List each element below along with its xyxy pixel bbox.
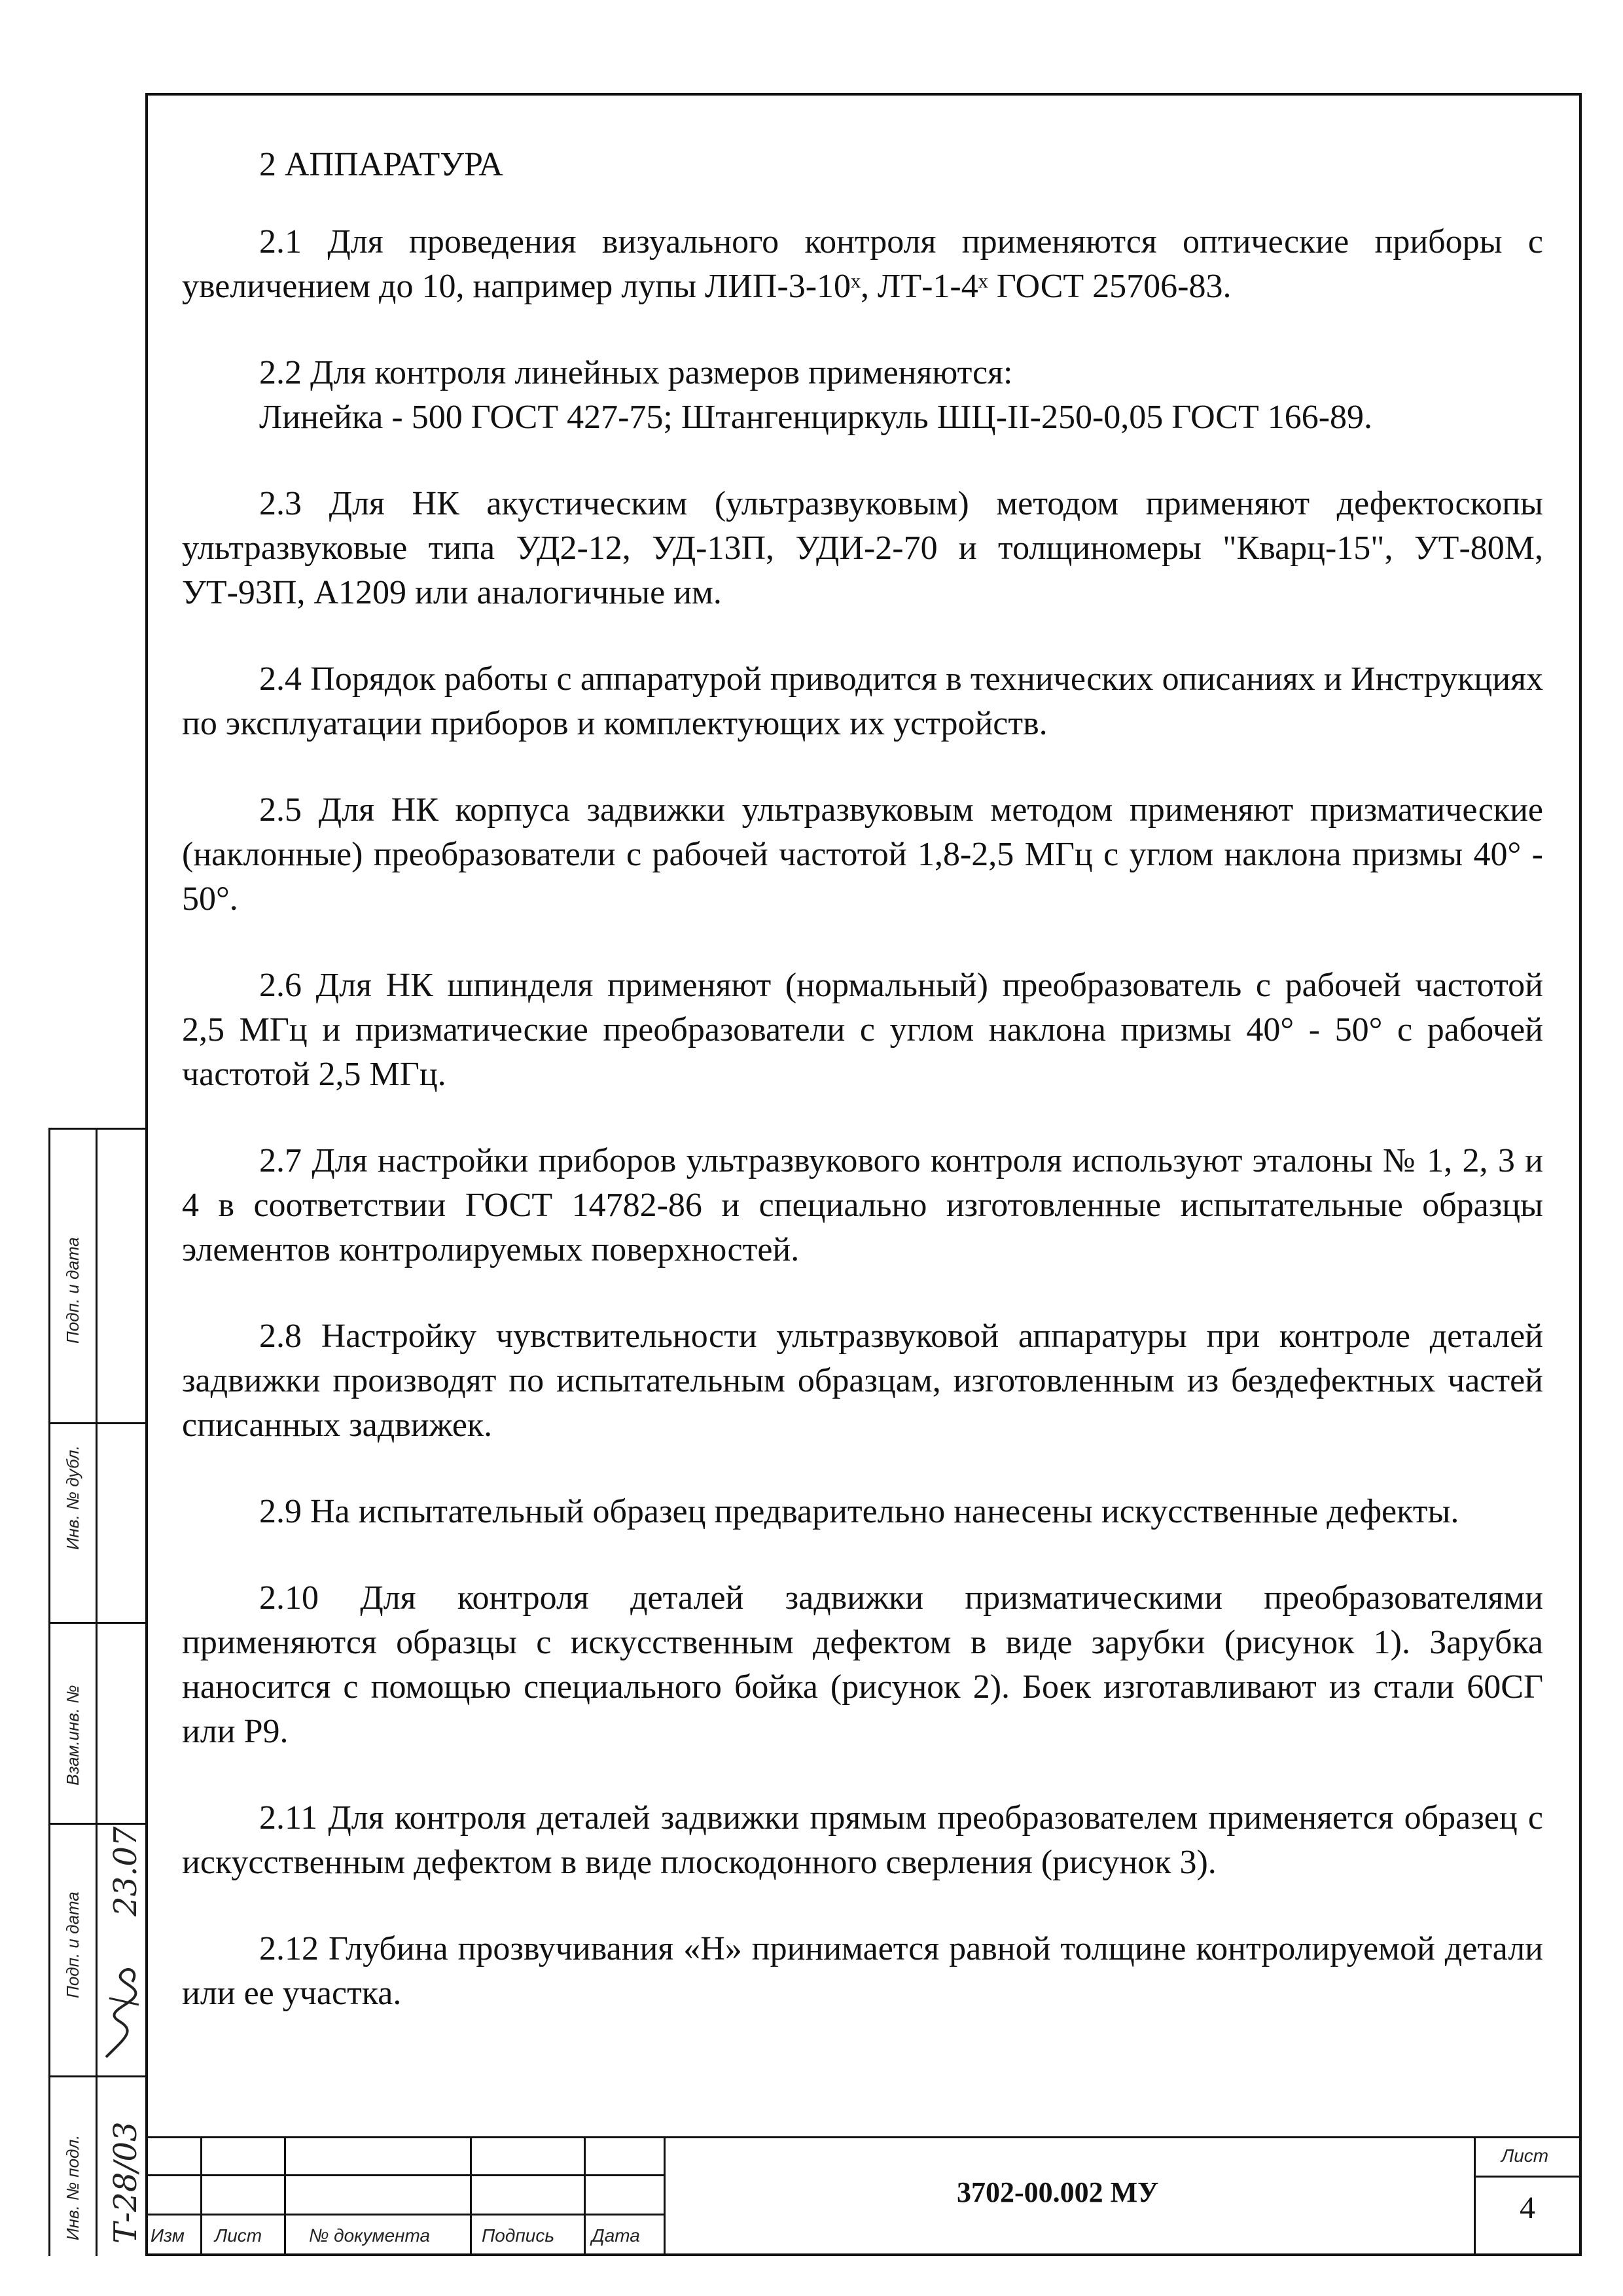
paragraph-2-8-text: 2.8 Настройку чувствительности ультразвуковой аппаратуры при контроле деталей задвижки производят по испытательным образцам, изготовленным из бездефектных частей списанных задвижек. <box>182 1318 1543 1444</box>
side-stamp <box>48 1128 147 2256</box>
document-code: 3702-00.002 МУ <box>957 2176 1159 2208</box>
paragraph-2-9 <box>182 1490 1543 1534</box>
tb-row-line-2 <box>145 2214 664 2215</box>
paragraph-2-4 <box>182 657 1543 746</box>
paragraph-2-4-text: 2.4 Порядок работы с аппаратурой приводится в технических описаниях и Инструкциях по эксплуатации приборов и комплектующих их устройств. <box>182 660 1543 742</box>
side-stamp-divider-1 <box>48 1422 147 1424</box>
paragraph-2-5-text: 2.5 Для НК корпуса задвижки ультразвуковым методом применяют призматические (наклонные) преобразователи с рабочей частотой 1,8-2,5 МГц с углом наклона призмы 40° - 50°. <box>182 791 1543 918</box>
paragraph-2-9-text: 2.9 На испытательный образец предварительно нанесены искусственные дефекты. <box>259 1493 1459 1530</box>
paragraph-2-8 <box>182 1314 1543 1448</box>
paragraph-2-11-text: 2.11 Для контроля деталей задвижки прямым преобразователем применяется образец с искусственным дефектом в виде плоскодонного сверления (рисунок 3). <box>182 1799 1543 1881</box>
paragraph-2-3 <box>182 482 1543 615</box>
tb-label-podpis: Подпись <box>482 2225 555 2246</box>
tb-label-doc-number: № документа <box>309 2225 431 2246</box>
tb-label-sheet: Лист <box>1501 2145 1549 2166</box>
tb-row-line-1 <box>145 2174 664 2176</box>
paragraph-2-2-text: 2.2 Для контроля линейных размеров применяются: <box>259 354 1013 391</box>
tb-label-list: Лист <box>215 2225 262 2246</box>
tb-label-izm: Изм <box>151 2225 185 2246</box>
side-stamp-mid-border <box>96 1128 98 2256</box>
paragraph-2-2 <box>182 351 1543 440</box>
paragraph-2-3-text: 2.3 Для НК акустическим (ультразвуковым) методом применяют дефектоскопы ультразвуковые типа УД2-12, УД-13П, УДИ-2-70 и толщиномеры "Кварц-15", УТ-80М, УТ-93П, А1209 или аналогичные им. <box>182 485 1543 611</box>
side-stamp-left-border <box>48 1128 50 2256</box>
paragraph-2-7 <box>182 1139 1543 1272</box>
paragraph-2-5 <box>182 788 1543 922</box>
tb-col-4 <box>584 2136 586 2256</box>
side-stamp-top-line <box>48 1128 147 1130</box>
tb-col-2 <box>284 2136 286 2256</box>
handwritten-inv-number: Т-28/03 <box>107 2121 144 2244</box>
paragraph-2-12-text: 2.12 Глубина прозвучивания «Н» принимается равной толщине контролируемой детали или ее участка. <box>182 1930 1543 2012</box>
tb-col-3 <box>470 2136 472 2256</box>
label-podp-data-top: Подп. и дата <box>63 1237 82 1344</box>
tb-col-6 <box>1474 2136 1476 2256</box>
title-block <box>145 2136 1582 2256</box>
sheet-number: 4 <box>1520 2191 1535 2225</box>
tb-label-data: Дата <box>592 2225 640 2246</box>
side-stamp-divider-4 <box>48 2075 147 2077</box>
tb-col-1 <box>200 2136 202 2256</box>
handwritten-date: 23.07 <box>107 1826 144 1916</box>
paragraph-2-1-text: 2.1 Для проведения визуального контроля применяются оптические приборы с увеличением до 10, например лупы ЛИП-3-10ˣ, ЛТ-1-4ˣ ГОСТ 25706-83. <box>182 223 1543 305</box>
tb-col-5 <box>664 2136 666 2256</box>
label-inv-podl: Инв. № подл. <box>63 2134 82 2240</box>
document-body <box>182 143 1543 2058</box>
paragraph-2-10 <box>182 1576 1543 1754</box>
paragraph-2-12 <box>182 1927 1543 2016</box>
paragraph-2-6 <box>182 963 1543 1097</box>
label-vzam-inv: Взам.инв. № <box>63 1685 82 1785</box>
signature-scribble <box>99 1959 145 2064</box>
tb-top-line <box>145 2136 1582 2138</box>
paragraph-2-2-line2: Линейка - 500 ГОСТ 427-75; Штангенциркуль ШЦ-II-250-0,05 ГОСТ 166-89. <box>259 399 1373 436</box>
label-inv-dubl: Инв. № дубл. <box>63 1445 82 1550</box>
section-heading: 2 АППАРАТУРА <box>259 146 503 183</box>
paragraph-2-10-text: 2.10 Для контроля деталей задвижки призматическими преобразователями применяются образцы с искусственным дефектом в виде зарубки (рисунок 1). Зарубка наносится с помощью специального бойка (рисунок 2). Боек изготавливают из стали 60СГ или Р9. <box>182 1579 1543 1750</box>
side-stamp-divider-3 <box>48 1823 147 1825</box>
tb-sheet-line <box>1474 2176 1582 2178</box>
side-stamp-divider-2 <box>48 1622 147 1624</box>
paragraph-2-7-text: 2.7 Для настройки приборов ультразвукового контроля используют эталоны № 1, 2, 3 и 4 в соответствии ГОСТ 14782-86 и специально изготовленные испытательные образцы элементов контролируемых поверхностей. <box>182 1142 1543 1268</box>
label-podp-data-bottom: Подп. и дата <box>63 1892 82 1998</box>
paragraph-2-6-text: 2.6 Для НК шпинделя применяют (нормальный) преобразователь с рабочей частотой 2,5 МГц и призматические преобразователи с углом наклона призмы 40° - 50° с рабочей частотой 2,5 МГц. <box>182 967 1543 1093</box>
paragraph-2-11 <box>182 1796 1543 1885</box>
paragraph-2-1 <box>182 220 1543 309</box>
